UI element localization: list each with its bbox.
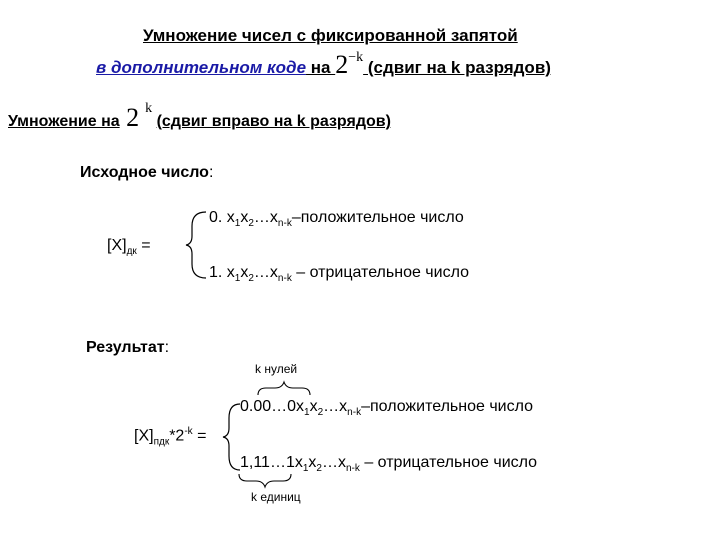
source-lhs-sub: дк	[126, 246, 137, 258]
source-neg-mid: …x	[253, 264, 278, 281]
power-exponent: −k	[348, 50, 364, 65]
source-heading-text: Исходное число	[80, 164, 209, 181]
result-left-brace	[223, 404, 240, 470]
ones-label: k единиц	[251, 490, 301, 504]
result-lhs-sup: -k	[184, 426, 193, 437]
result-pos-mid: …x	[323, 398, 348, 415]
result-lhs-mul: *2	[169, 427, 185, 445]
title-na: на	[306, 58, 336, 77]
mult-power-base: 2	[126, 103, 140, 132]
title-shift-note: (сдвиг на k разрядов)	[363, 58, 551, 77]
result-neg-desc: – отрицательное число	[359, 454, 538, 471]
source-neg-x2: x	[240, 264, 249, 281]
source-pos-sub3: n-k	[277, 218, 292, 230]
source-neg-sub3: n-k	[277, 273, 292, 285]
result-pos-sub2: 2	[317, 407, 324, 419]
result-neg-sub3: n-k	[345, 463, 360, 475]
result-neg-sub2: 2	[316, 463, 322, 475]
mult-label: Умножение на	[8, 113, 120, 130]
link-additional-code[interactable]: в дополнительном коде	[96, 58, 307, 77]
source-lhs-eq: =	[136, 237, 151, 254]
source-pos-mid: …x	[253, 209, 278, 226]
result-pos-sub3: n-k	[347, 407, 362, 419]
source-left-brace	[186, 212, 206, 278]
result-pos-sub1: 1	[304, 407, 310, 419]
ones-brace	[239, 474, 291, 487]
result-lhs-eq: =	[192, 427, 207, 445]
power-base: 2	[335, 50, 349, 79]
source-neg-desc: – отрицательное число	[291, 264, 469, 281]
source-pos-desc: –положительное число	[291, 209, 464, 226]
result-heading-text: Результат	[86, 339, 165, 356]
zeros-brace	[258, 382, 310, 395]
result-heading-colon: :	[164, 339, 170, 356]
source-pos-sub2: 2	[248, 218, 254, 230]
slide-title: Умножение чисел с фиксированной запятой	[143, 26, 518, 45]
result-neg-x2: x	[308, 454, 317, 471]
source-pos-sub1: 1	[234, 218, 241, 230]
source-lhs-main: [X]	[107, 237, 127, 254]
mult-power-exponent: k	[145, 101, 153, 116]
source-pos-prefix: 0. x	[209, 209, 235, 226]
result-lhs-main: [X]	[134, 427, 154, 445]
result-neg-prefix: 1,11…1x	[240, 454, 303, 471]
result-pos-desc: –положительное число	[361, 398, 534, 415]
mult-shift-note: (сдвиг вправо на k разрядов)	[156, 113, 391, 130]
result-neg-sub1: 1	[302, 463, 309, 475]
result-lhs-sub: пдк	[153, 436, 170, 448]
result-neg-mid: …x	[321, 454, 346, 471]
source-pos-x2: x	[240, 209, 249, 226]
zeros-label: k нулей	[255, 362, 298, 376]
source-neg-sub2: 2	[248, 273, 254, 285]
result-pos-x2: x	[309, 398, 318, 415]
source-neg-prefix: 1. x	[209, 264, 235, 281]
result-pos-prefix: 0.00…0x	[240, 398, 305, 415]
source-heading-colon: :	[208, 164, 214, 181]
source-neg-sub1: 1	[234, 273, 241, 285]
